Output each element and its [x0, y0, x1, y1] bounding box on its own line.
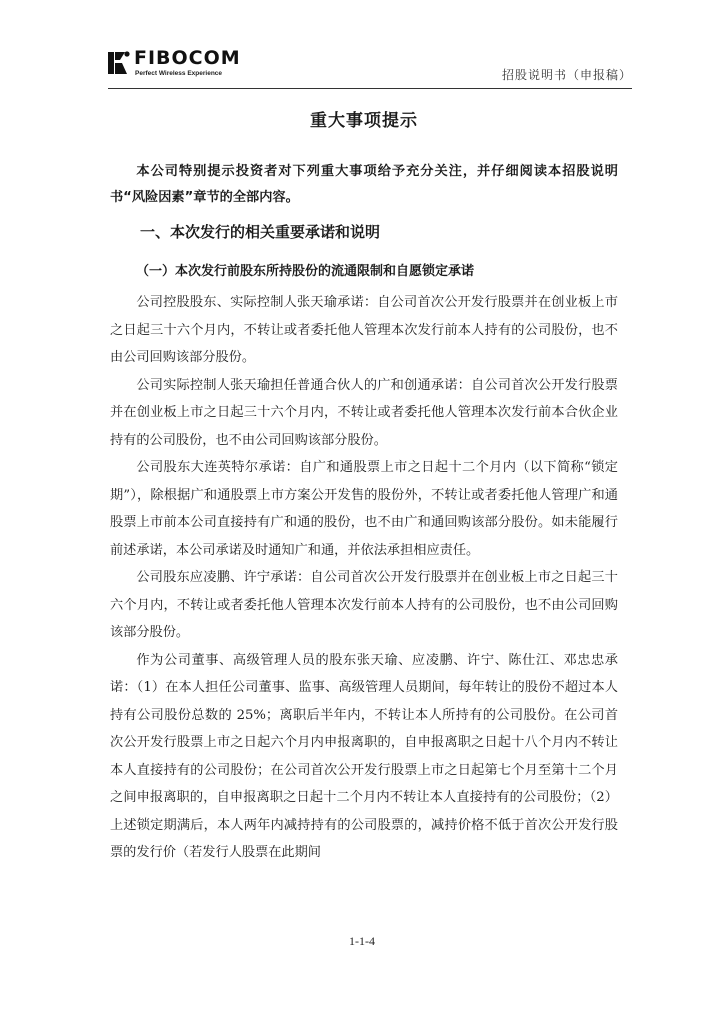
body-paragraph: 公司控股股东、实际控制人张天瑜承诺：自公司首次公开发行股票并在创业板上市之日起三十六个月内，不转让或者委托他人管理本次发行前本人持有的公司股份，也不由公司回购该部分股份。: [110, 295, 618, 365]
body-paragraph: 作为公司董事、高级管理人员的股东张天瑜、应凌鹏、许宁、陈仕江、邓忠忠承诺：（1）在本人担任公司董事、监事、高级管理人员期间，每年转让的股份不超过本人持有公司股份总数的 25%；离职后半年内，不转让本人所持有的公司股份。在公司首次公开发行股票上市之日起六个月内申报离职的，自申报离职之日起十八个月内不转让本人直接持有的公司股份；在公司首次公开发行股票上市之日起第七个月至第十二个月之间申报离职的，自申报离职之日起十二个月内不转让本人直接持有的公司股份；（2）上述锁定期满后，本人两年内减持持有的公司股票的，减持价格不低于首次公开发行股票的发行价（若发行人股票在此期间: [110, 652, 618, 860]
logo-wordmark: FIBOCOM: [134, 47, 241, 69]
intro-paragraph: 本公司特别提示投资者对下列重大事项给予充分关注，并仔细阅读本招股说明书“风险因素”章节的全部内容。: [110, 164, 618, 205]
body-paragraph: 公司实际控制人张天瑜担任普通合伙人的广和创通承诺：自公司首次公开发行股票并在创业板上市之日起三十六个月内，不转让或者委托他人管理本次发行前本合伙企业持有的公司股份，也不由公司回购该部分股份。: [110, 377, 618, 448]
fibocom-logo-icon: [108, 48, 130, 76]
page-header: [108, 42, 632, 89]
fibocom-logo: [108, 46, 248, 82]
subsection-heading: （一）本次发行前股东所持股份的流通限制和自愿锁定承诺: [136, 264, 475, 279]
body-paragraph: 公司股东大连英特尔承诺：自广和通股票上市之日起十二个月内（以下简称“锁定期”），除根据广和通股票上市方案公开发售的股份外，不转让或者委托他人管理广和通股票上市前本公司直接持有广和通的股份，也不由广和通回购该部分股份。如未能履行前述承诺，本公司承诺及时通知广和通，并依法承担相应责任。: [110, 460, 618, 558]
running-header-title: 招股说明书（申报稿）: [501, 68, 632, 82]
logo-tagline: Perfect Wireless Experience: [135, 70, 223, 77]
page-number: 1-1-4: [349, 934, 375, 948]
page-body: [110, 100, 618, 867]
page-title: 重大事项提示: [310, 111, 418, 131]
body-paragraph: 公司股东应凌鹏、许宁承诺：自公司首次公开发行股票并在创业板上市之日起三十六个月内，不转让或者委托他人管理本次发行前本人持有的公司股份，也不由公司回购该部分股份。: [110, 570, 618, 640]
section-heading: 一、本次发行的相关重要承诺和说明: [140, 223, 381, 241]
